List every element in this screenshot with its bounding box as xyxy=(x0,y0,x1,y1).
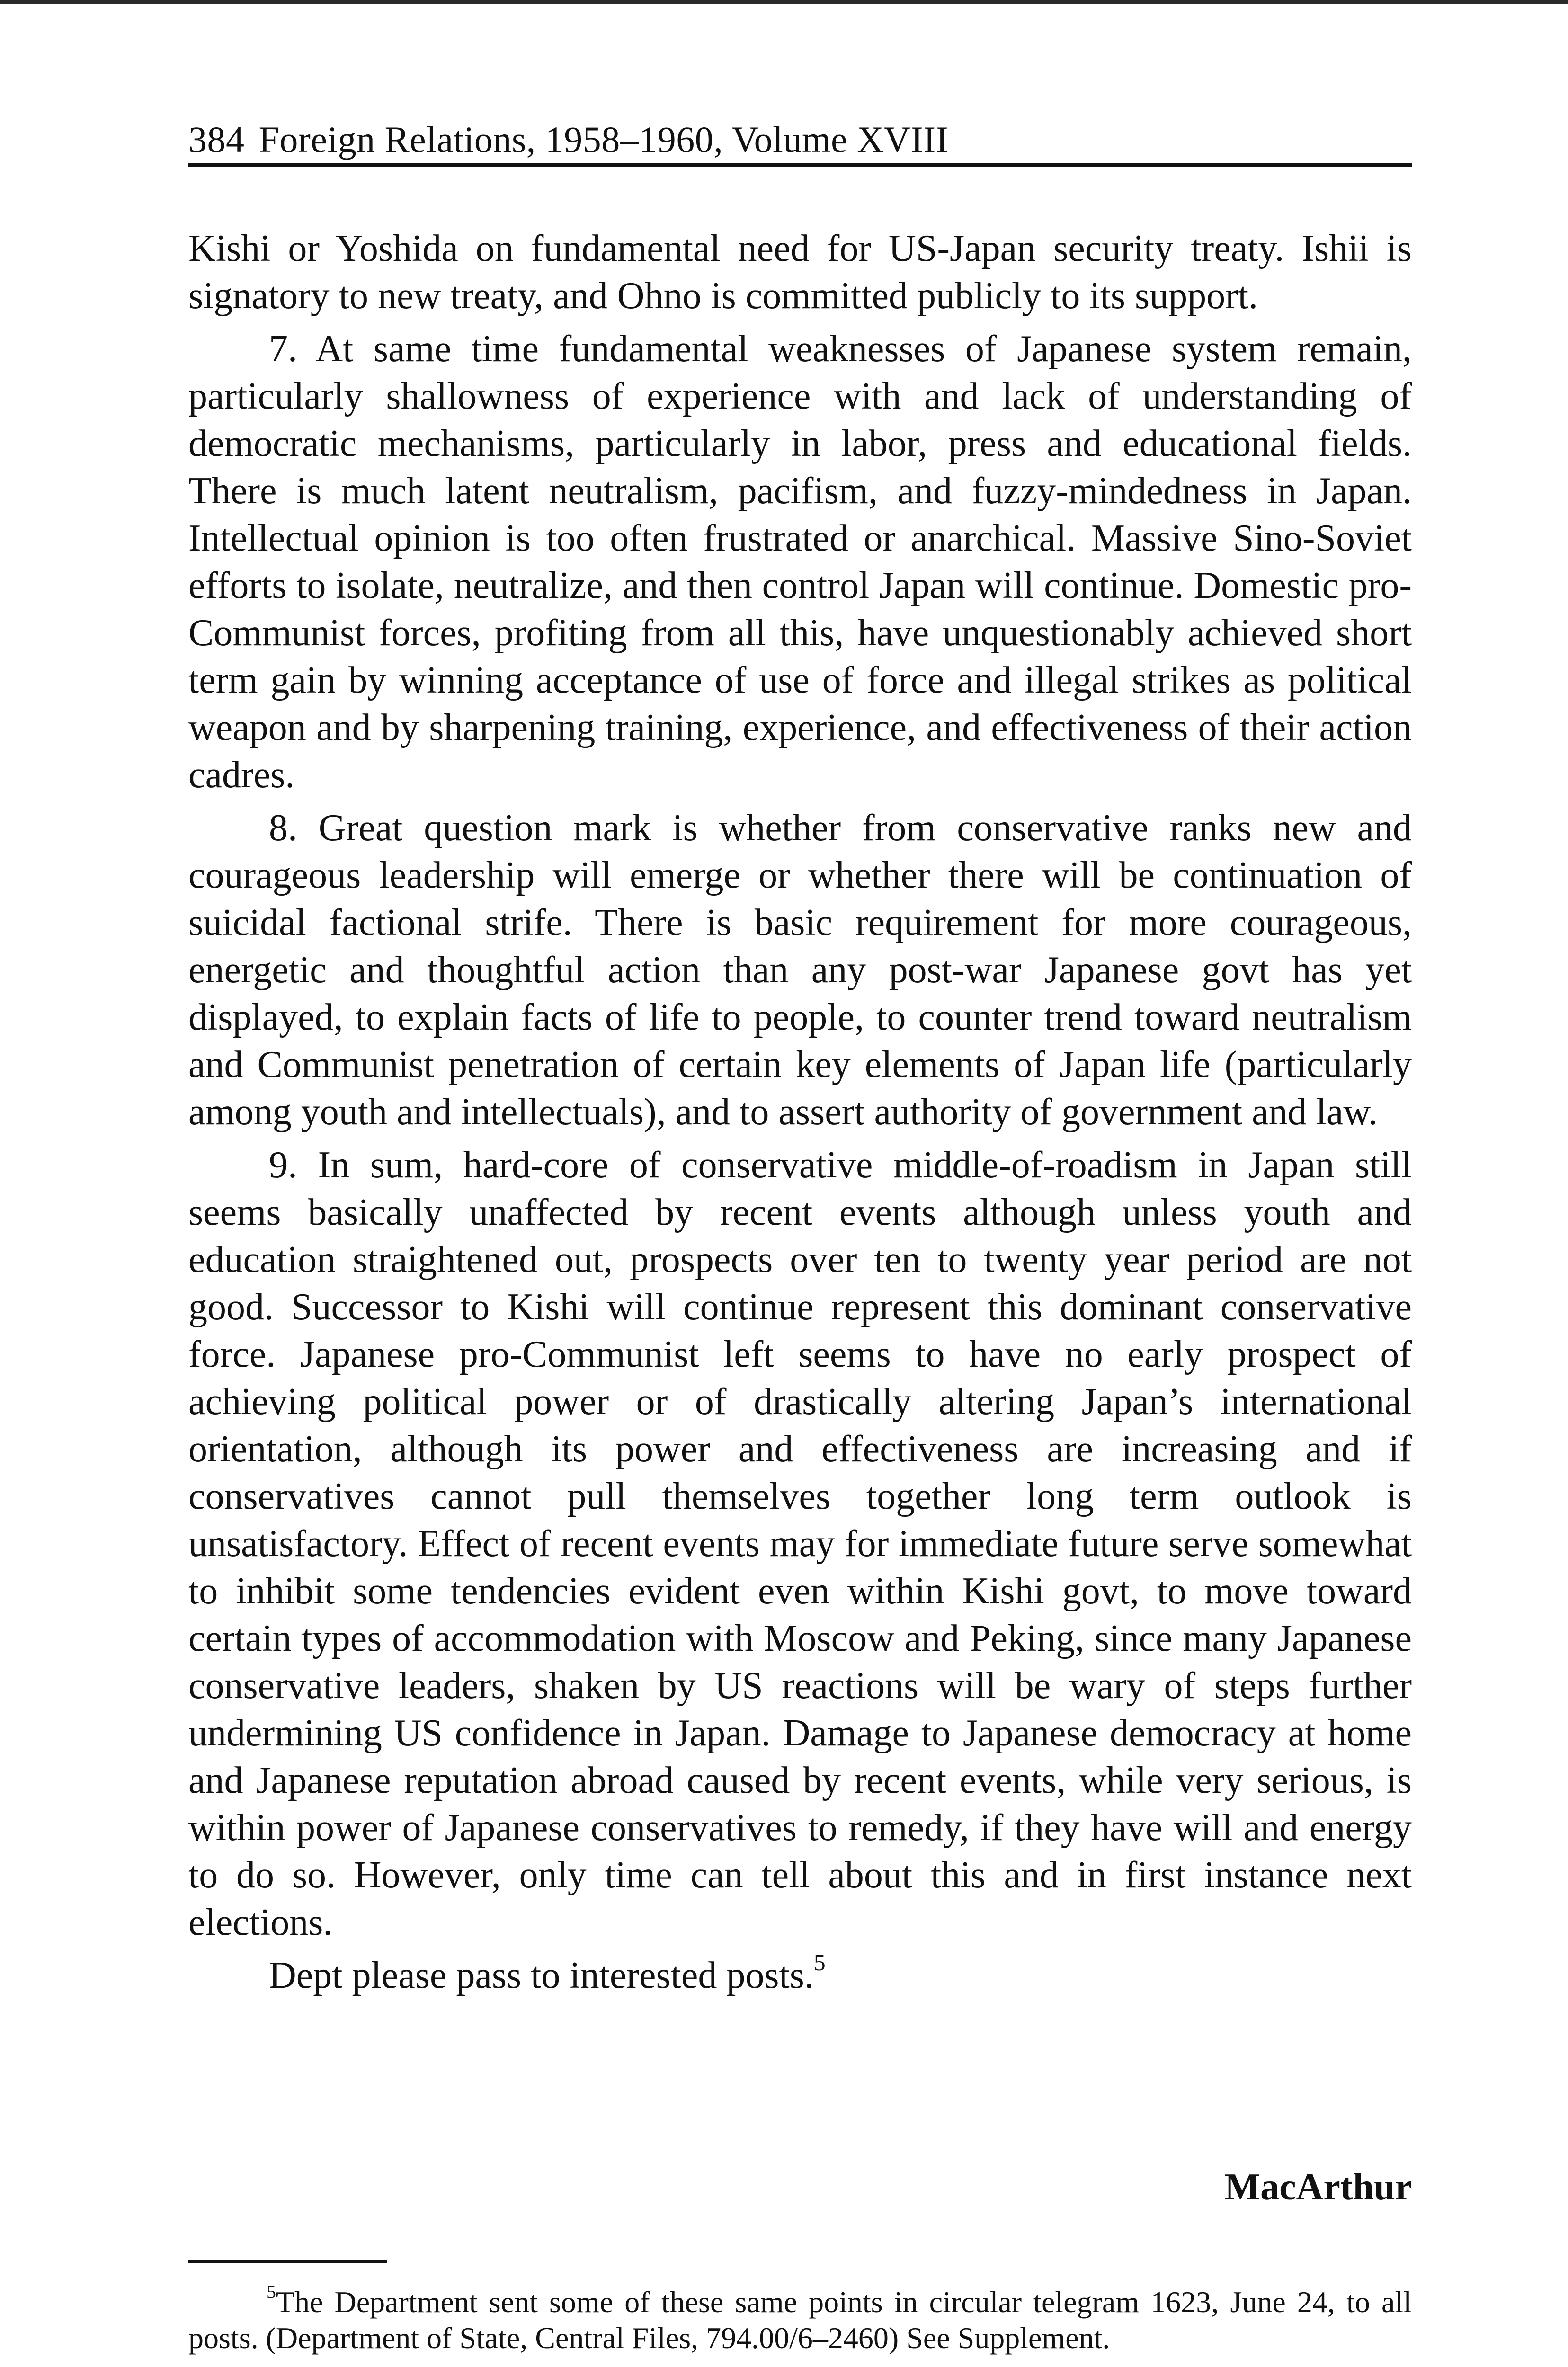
footnote-rule xyxy=(188,2260,387,2263)
paragraph-9: 9. In sum, hard-core of conservative middle-of-roadism in Japan still seems basically unaffected by recent events although unless youth and education straightened out, prospects over ten to twenty year period are not good. Successor to Kishi will continue represent this dominant conservative force. Japanese pro-Communist left seems to have no early prospect of achieving political power or of drastically altering Japan’s international orientation, although its power and effectiveness are increasing and if conservatives cannot pull themselves together long term outlook is unsatisfactory. Effect of recent events may for immediate future serve somewhat to inhibit some tendencies evident even within Kishi govt, to move toward certain types of accommodation with Moscow and Peking, since many Japanese conservative leaders, shaken by US reactions will be wary of steps further undermining US confidence in Japan. Damage to Japanese democracy at home and Japanese reputation abroad caused by recent events, while very serious, is within power of Japanese conservatives to remedy, if they have will and energy to do so. However, only time can tell about this and in first instance next elections. xyxy=(188,1144,1412,1943)
paragraph-8: 8. Great question mark is whether from conservative ranks new and courageous leadership will emerge or whether there will be continuation of suicidal factional strife. There is basic requirement for more courageous, energetic and thoughtful action than any post-war Japanese govt has yet displayed, to explain facts of life to people, to counter trend toward neutralism and Communist penetration of certain key elements of Japan life (particularly among youth and intellectuals), and to assert authority of government and law. xyxy=(188,807,1412,1133)
signature: MacArthur xyxy=(1224,2166,1412,2208)
header-rule xyxy=(188,163,1412,167)
footnote xyxy=(188,2281,1412,2356)
closing-line xyxy=(188,1949,1412,1999)
document-body xyxy=(188,225,1412,1999)
closing-text: Dept please pass to interested posts. xyxy=(269,1955,814,1996)
running-header xyxy=(188,116,1412,163)
running-title: Foreign Relations, 1958–1960, Volume XVIII xyxy=(258,119,949,160)
paragraph-continuation: Kishi or Yoshida on fundamental need for US-Japan security treaty. Ishii is signatory to new treaty, and Ohno is committed publicly to its support. xyxy=(188,228,1412,317)
page-number: 384 xyxy=(188,119,245,160)
scan-edge-border xyxy=(0,0,1568,4)
footnote-marker: 5 xyxy=(267,2281,276,2303)
footnote-text: The Department sent some of these same points in circular telegram 1623, June 24, to all posts. (Department of State, Central Files, 794.00/6–2460) See Supplement. xyxy=(188,2285,1412,2355)
paragraph-7: 7. At same time fundamental weaknesses of Japanese system remain, particularly shallowness of experience with and lack of understanding of democratic mechanisms, particularly in labor, press and educational fields. There is much latent neutralism, pacifism, and fuzzy-mindedness in Japan. Intellectual opinion is too often frustrated or anarchical. Massive Sino-Soviet efforts to isolate, neutralize, and then control Japan will continue. Domestic pro-Communist forces, profiting from all this, have unquestionably achieved short term gain by winning acceptance of use of force and illegal strikes as political weapon and by sharpening training, experience, and effectiveness of their action cadres. xyxy=(188,328,1412,796)
footnote-reference[interactable]: 5 xyxy=(813,1949,826,1975)
